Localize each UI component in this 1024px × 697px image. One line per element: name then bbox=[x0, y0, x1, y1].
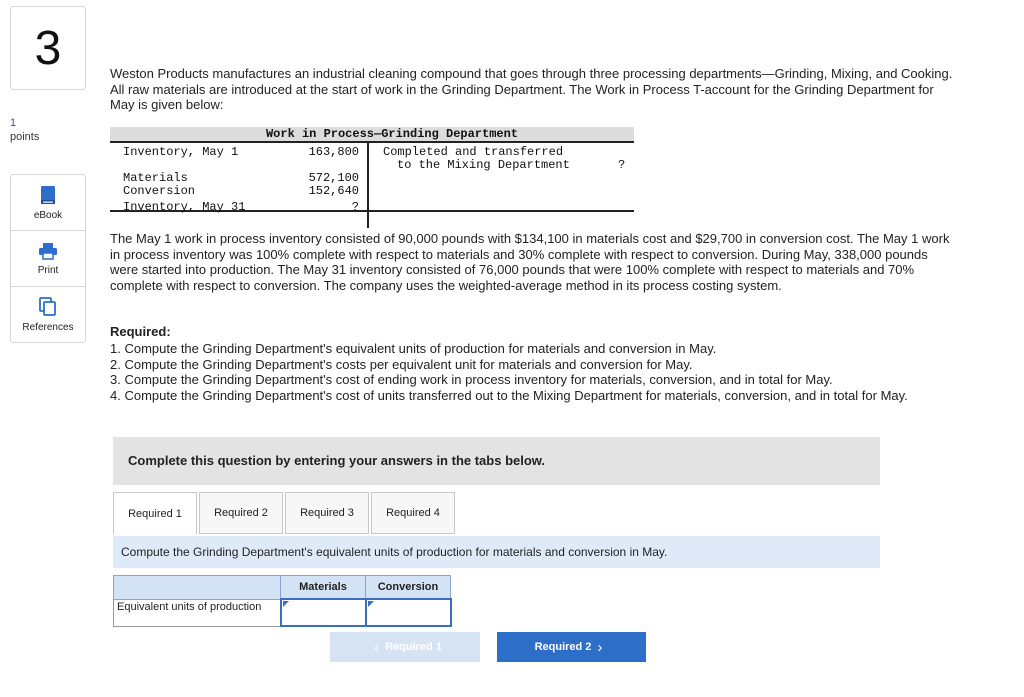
complete-banner: Complete this question by entering your answers in the tabs below. bbox=[113, 437, 880, 485]
t-account-credit-line2: to the Mixing Department bbox=[397, 158, 570, 172]
required-item: 2. Compute the Grinding Department's costs per equivalent unit for materials and conversion for May. bbox=[110, 356, 693, 372]
input-marker-icon bbox=[368, 601, 374, 607]
required-item: 4. Compute the Grinding Department's cost of units transferred out to the Mixing Department for materials, conversion, and in total for May. bbox=[110, 387, 908, 403]
prev-required-button[interactable] bbox=[330, 632, 480, 662]
tab-required-2[interactable]: Required 2 bbox=[199, 492, 283, 534]
required-heading: Required: bbox=[110, 324, 171, 339]
header-materials: Materials bbox=[281, 576, 366, 600]
t-account bbox=[110, 127, 634, 213]
tab-required-1[interactable]: Required 1 bbox=[113, 492, 197, 534]
tab-required-3[interactable]: Required 3 bbox=[285, 492, 369, 534]
materials-cell bbox=[281, 599, 366, 626]
points-label: points bbox=[10, 131, 40, 143]
conversion-input[interactable] bbox=[367, 600, 450, 625]
references-button[interactable] bbox=[11, 287, 85, 342]
next-required-label: Required 2 bbox=[534, 641, 592, 653]
t-account-row: Conversion 152,640 bbox=[123, 184, 359, 198]
tab-required-4[interactable]: Required 4 bbox=[371, 492, 455, 534]
ebook-button[interactable] bbox=[11, 175, 85, 231]
header-blank bbox=[114, 576, 281, 600]
t-account-row: Inventory, May 1 163,800 bbox=[123, 145, 359, 159]
t-account-row: Inventory, May 31 ? bbox=[123, 200, 359, 214]
printer-icon bbox=[38, 242, 58, 265]
required-item: 3. Compute the Grinding Department's cost of ending work in process inventory for materials, conversion, and in total for May. bbox=[110, 372, 833, 387]
details-text: The May 1 work in process inventory consisted of 90,000 pounds with $134,100 in materials cost and $29,700 in conversion cost. The May 1 work in process inventory was 100% complete with respect to materials and 30% complete with respect to conversion. During May, 338,000 pounds were started into production. The May 31 inventory consisted of 76,000 pounds that were 100% complete with respect to materials and 70% complete with respect to conversion. The company uses the weighted-average method in its process costing system. bbox=[110, 231, 950, 293]
next-required-button[interactable] bbox=[497, 632, 646, 662]
intro-text: Weston Products manufactures an industrial cleaning compound that goes through three processing departments—Grinding, Mixing, and Cooking. All raw materials are introduced at the start of work in the Grinding Department. The Work in Process T-account for the Grinding Department for May is given below: bbox=[110, 66, 953, 112]
t-account-divider bbox=[367, 143, 369, 228]
print-button[interactable] bbox=[11, 231, 85, 287]
references-label: References bbox=[22, 321, 74, 333]
t-account-title: Work in Process—Grinding Department bbox=[110, 127, 634, 141]
input-marker-icon bbox=[283, 601, 289, 607]
ebook-label: eBook bbox=[33, 209, 63, 221]
t-account-credit-value: ? bbox=[618, 158, 626, 172]
instruction-text: Compute the Grinding Department's equivalent units of production for materials and conversion in May. bbox=[113, 536, 880, 568]
question-number: 3 bbox=[10, 6, 86, 90]
chevron-right-icon: › bbox=[597, 638, 603, 656]
print-label: Print bbox=[37, 264, 59, 276]
book-icon bbox=[40, 185, 56, 210]
chevron-left-icon: ‹ bbox=[374, 638, 380, 656]
t-account-row: Materials 572,100 bbox=[123, 171, 359, 185]
points-value: 1 bbox=[10, 117, 17, 129]
t-account-credit-line1: Completed and transferred bbox=[383, 145, 564, 159]
side-tools-panel bbox=[10, 174, 86, 343]
materials-input[interactable] bbox=[282, 600, 365, 625]
header-conversion: Conversion bbox=[366, 576, 451, 600]
required-list bbox=[110, 341, 955, 403]
row-label-equivalent-units: Equivalent units of production bbox=[114, 599, 281, 626]
answer-table bbox=[113, 575, 452, 627]
prev-required-label: Required 1 bbox=[385, 641, 442, 653]
tab-bar bbox=[113, 492, 457, 534]
required-item: 1. Compute the Grinding Department's equivalent units of production for materials and conversion in May. bbox=[110, 341, 717, 356]
conversion-cell bbox=[366, 599, 451, 626]
copy-icon bbox=[39, 297, 57, 322]
